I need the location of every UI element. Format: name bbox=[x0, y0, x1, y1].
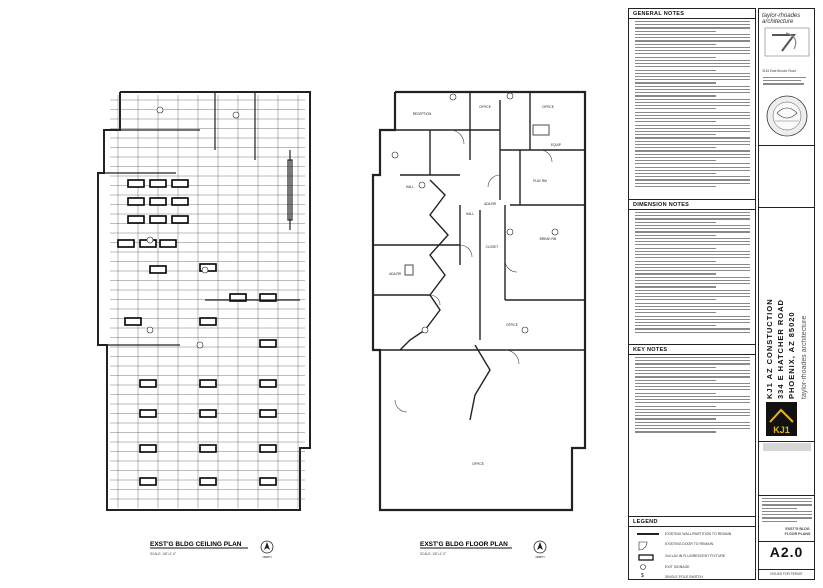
ceiling-tags bbox=[147, 107, 239, 348]
room-label-break-rm: BREAK RM bbox=[539, 237, 557, 241]
firm-logo-mark bbox=[764, 27, 810, 57]
kj1-logo bbox=[766, 402, 797, 436]
room-label-office-2: OFFICE bbox=[542, 105, 554, 109]
legend-title: LEGEND bbox=[629, 517, 755, 527]
architect-seal bbox=[762, 91, 812, 141]
room-label-office-4: OFFICE bbox=[472, 462, 484, 466]
plan-titles bbox=[150, 541, 546, 559]
kj1-logo-text: KJ1 bbox=[773, 425, 790, 435]
ceiling-light-fixtures bbox=[118, 180, 276, 485]
key-notes bbox=[629, 344, 755, 516]
general-notes bbox=[629, 9, 755, 199]
room-label-closet: CLOSET bbox=[485, 245, 499, 249]
legend-item-switch: SINGLE POLE SWITCH bbox=[665, 575, 703, 579]
sheet-number: A2.0 bbox=[769, 544, 804, 560]
project-name: KJ1 AZ CONSTUCTION bbox=[765, 298, 774, 399]
dimension-notes-title: DIMENSION NOTES bbox=[629, 200, 755, 210]
general-notes-title: GENERAL NOTES bbox=[629, 9, 755, 19]
room-label-reception: RECEPTION bbox=[412, 112, 432, 116]
room-label-play-rm: PLAY RM bbox=[533, 179, 547, 183]
room-label-hall-2: HALL bbox=[466, 212, 474, 216]
floor-plan-title: EXST'G BLDG FLOOR PLAN bbox=[420, 541, 508, 548]
floor-plan-interior-walls bbox=[373, 92, 585, 420]
general-notes-text bbox=[629, 19, 755, 187]
north-label-right: NORTH bbox=[535, 556, 545, 559]
ceiling-plan-scale: SCALE: 1/8"=1'-0" bbox=[150, 552, 176, 556]
legend bbox=[629, 516, 755, 581]
legend-item-wall: EXISTING WALL/PARTITION TO REMAIN bbox=[665, 532, 732, 536]
firm-contact-lines bbox=[763, 77, 811, 87]
room-label-hall-1: HALL bbox=[406, 185, 414, 189]
firm-address: 3145 East Brooke Road bbox=[762, 69, 796, 73]
floor-plan-door-swings bbox=[395, 130, 552, 412]
project-address: 334 E HATCHER ROAD bbox=[776, 299, 785, 399]
sheet-title: EXST'G BLDG FLOOR PLANS bbox=[784, 527, 811, 536]
room-label-ada-rr-1: ADA RR bbox=[484, 202, 496, 206]
room-label-office-3: OFFICE bbox=[506, 323, 518, 327]
firm-logo bbox=[762, 13, 811, 61]
north-label-left: NORTH bbox=[262, 556, 272, 559]
dimension-notes bbox=[629, 199, 755, 344]
north-arrow-right bbox=[534, 541, 546, 559]
dimension-notes-text bbox=[629, 210, 755, 333]
floor-plan-walls bbox=[373, 92, 585, 510]
room-label-office-1: OFFICE bbox=[479, 105, 491, 109]
legend-item-exit: EXIT SIGNAGE bbox=[665, 565, 690, 569]
floor-plan-scale: SCALE: 1/8"=1'-0" bbox=[420, 552, 446, 556]
firm-name-vertical: taylor-rhoades architecture bbox=[801, 315, 808, 399]
firm-name: taylor-rhoades architecture bbox=[762, 13, 801, 25]
kj1-logo-mark bbox=[766, 402, 797, 436]
key-notes-title: KEY NOTES bbox=[629, 345, 755, 355]
legend-item-door: EXISTING DOOR TO REMAIN bbox=[665, 542, 714, 546]
project-city: PHOENIX, AZ 85020 bbox=[787, 311, 796, 399]
svg-text:$: $ bbox=[641, 573, 644, 579]
north-arrow-left bbox=[261, 541, 273, 559]
floor-plan bbox=[373, 92, 585, 510]
notes-column bbox=[628, 8, 756, 580]
legend-item-fixture: 2x4 LAY-IN FLUORESCENT FIXTURE bbox=[665, 554, 726, 558]
issued-for: ISSUED FOR PERMIT bbox=[770, 572, 803, 576]
title-block-info-lines bbox=[762, 498, 812, 524]
title-block bbox=[758, 8, 815, 580]
ceiling-plan-title: EXST'G BLDG CEILING PLAN bbox=[150, 541, 242, 548]
room-label-equip: EQUIP bbox=[551, 143, 561, 147]
project-bar bbox=[763, 443, 811, 451]
room-labels bbox=[389, 105, 561, 466]
ceiling-plan bbox=[98, 92, 310, 510]
key-notes-text bbox=[629, 355, 755, 433]
room-label-ada-rr-2: ADA RR bbox=[389, 272, 401, 276]
